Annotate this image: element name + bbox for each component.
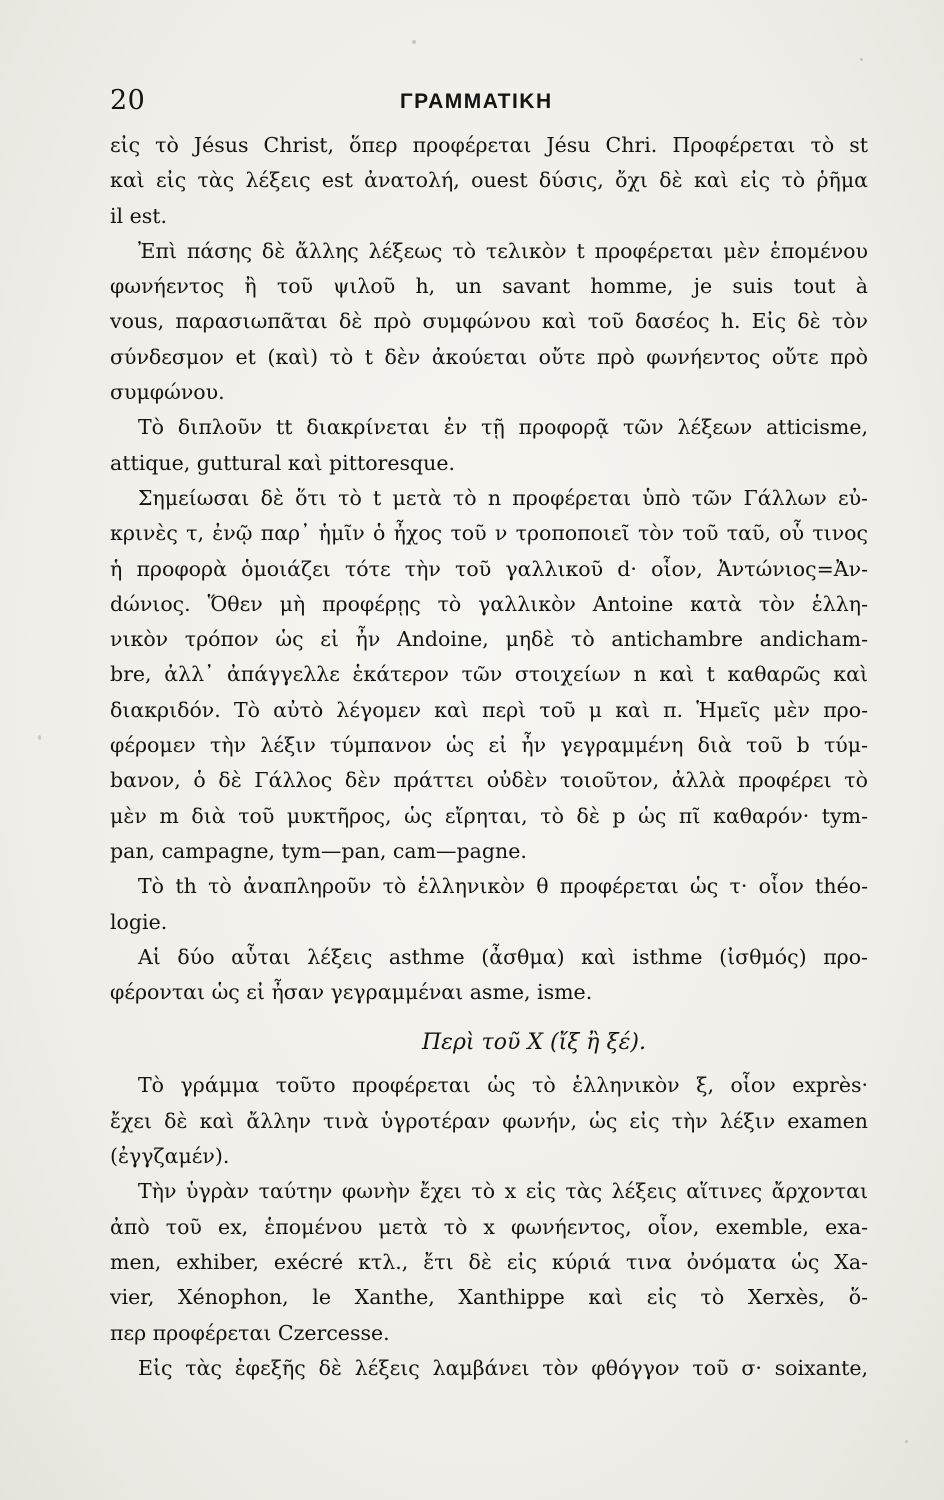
text-line: bre, ἀλλ᾽ ἀπάγγελλε ἑκάτερον τῶν στοιχείων n καὶ t καθαρῶς καὶ [110,662,868,687]
text-line: Εἰς τὰς ἐφεξῆς δὲ λέξεις λαμβάνει τὸν φθόγγον τοῦ σ· soixante, [138,1355,868,1380]
page-title: ΓΡΑΜΜΑΤΙΚΗ [400,90,553,113]
text-line: il est. [110,203,168,228]
paper-speck [38,735,41,740]
text-line: εἰς τὸ Jésus Christ, ὅπερ προφέρεται Jésu Chri. Προφέρεται τὸ st [110,133,868,157]
text-line: vous, παρασιωπᾶται δὲ πρὸ συμφώνου καὶ τοῦ δασέος h. Εἰς δὲ τὸν [110,309,868,334]
text-line: κρινὲς τ, ἐνῷ παρ᾽ ἡμῖν ὁ ἦχος τοῦ ν τροποποιεῖ τὸν τοῦ ταῦ, οὗ τινος [110,521,868,546]
text-line: σύνδεσμον et (καὶ) τὸ t δὲν ἀκούεται οὔτε πρὸ φωνήεντος οὔτε πρὸ [110,344,868,369]
text-line: Σημείωσαι δὲ ὅτι τὸ t μετὰ τὸ n προφέρεται ὑπὸ τῶν Γάλλων εὐ- [138,485,868,510]
paper-speck [860,58,863,61]
paper-speck [412,40,416,44]
text-line: φέρομεν τὴν λέξιν τύμπανον ὡς εἰ ἦν γεγραμμένη διὰ τοῦ b τύμ- [110,733,868,758]
text-line: φέρονται ὡς εἰ ἦσαν γεγραμμέναι asme, isme. [110,980,593,1005]
text-line: logie. [110,909,168,934]
text-line: ἡ προφορὰ ὁμοιάζει τότε τὴν τοῦ γαλλικοῦ d· οἷον, Ἀντώνιος=Ἀν- [110,556,868,581]
text-line: Αἱ δύο αὗται λέξεις asthme (ἆσθμα) καὶ isthme (ἰσθμός) προ- [138,944,868,969]
text-line: men, exhiber, exécré κτλ., ἔτι δὲ εἰς κύριά τινα ὀνόματα ὡς Xa- [110,1249,868,1274]
text-line: μὲν m διὰ τοῦ μυκτῆρος, ὡς εἴρηται, τὸ δὲ p ὡς πῖ καθαρόν· tym- [110,803,868,828]
text-line: Τὸ th τὸ ἀναπληροῦν τὸ ἑλληνικὸν θ προφέρεται ὡς τ· οἷον théo- [138,874,868,899]
text-line: vier, Xénophon, le Xanthe, Xanthippe καὶ εἰς τὸ Xerxès, ὅ- [110,1285,868,1310]
body-text [110,128,868,1386]
text-line: νικὸν τρόπον ὡς εἰ ἦν Andoine, μηδὲ τὸ antichambre andicham- [110,627,868,652]
text-line: Ἐπὶ πάσης δὲ ἄλλης λέξεως τὸ τελικὸν t προφέρεται μὲν ἑπομένου [138,238,868,263]
text-line: dώνιος. Ὅθεν μὴ προφέρῃς τὸ γαλλικὸν Antoine κατὰ τὸν ἑλλη- [110,591,868,616]
text-line: συμφώνου. [110,380,225,405]
text-line: Τὸ διπλοῦν tt διακρίνεται ἐν τῇ προφορᾷ τῶν λέξεων atticisme, [138,415,868,440]
text-line: (ἐγγζαμέν). [110,1144,230,1169]
section-heading: Περὶ τοῦ X (ἴξ ἢ ξέ). [422,1030,646,1056]
text-line: ἔχει δὲ καὶ ἄλλην τινὰ ὑγροτέραν φωνήν, ὡς εἰς τὴν λέξιν examen [110,1108,868,1133]
text-line: καὶ εἰς τὰς λέξεις est ἀνατολή, ouest δύσις, ὄχι δὲ καὶ εἰς τὸ ῥῆμα [110,168,868,193]
text-line: attique, guttural καὶ pittoresque. [110,450,455,475]
text-line: Τὸ γράμμα τοῦτο προφέρεται ὡς τὸ ἑλληνικὸν ξ, οἷον exprès· [138,1073,868,1098]
text-line: bανον, ὁ δὲ Γάλλος δὲν πράττει οὐδὲν τοιοῦτον, ἀλλὰ προφέρει τὸ [110,768,868,793]
page-number: 20 [110,85,146,116]
text-line: ἀπὸ τοῦ ex, ἑπομένου μετὰ τὸ x φωνήεντος, οἷον, exemble, exa- [110,1214,868,1239]
spacer [110,1010,868,1018]
text-line: περ προφέρεται Czercesse. [110,1320,390,1345]
text-line: φωνήεντος ἢ τοῦ ψιλοῦ h, un savant homme, je suis tout à [110,274,868,299]
text-line: διακριδόν. Τὸ αὐτὸ λέγομεν καὶ περὶ τοῦ μ καὶ π. Ἡμεῖς μὲν προ- [110,697,868,722]
paper-speck [905,1440,908,1443]
text-line: Τὴν ὑγρὰν ταύτην φωνὴν ἔχει τὸ x εἰς τὰς λέξεις αἵτινες ἄρχονται [138,1179,868,1204]
text-line: pan, campagne, tym—pan, cam—pagne. [110,838,527,863]
running-head [110,86,868,116]
